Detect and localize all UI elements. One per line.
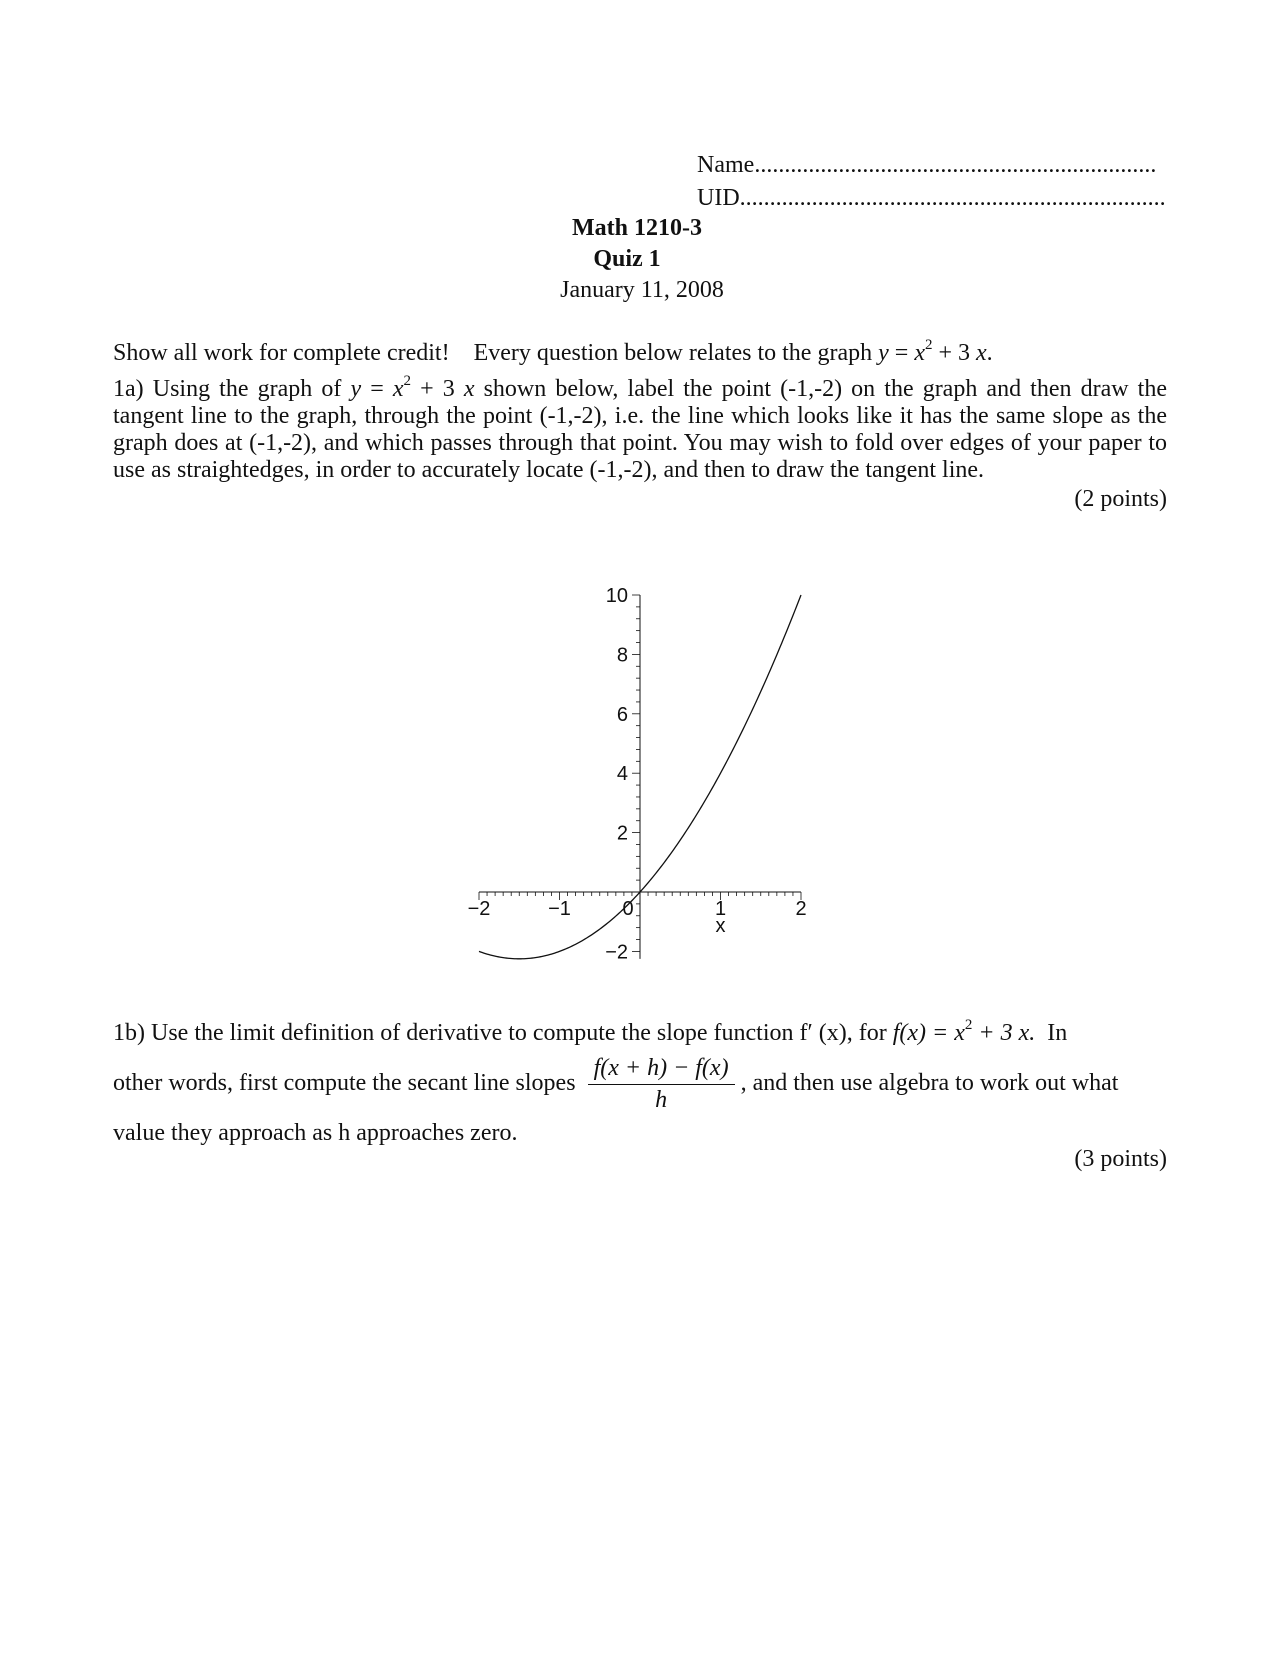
q1b-line2 xyxy=(113,1055,1167,1114)
x-tick-label: 1 xyxy=(714,898,727,920)
x-tick-label: −2 xyxy=(467,898,491,920)
uid-dots: ....................................................................... xyxy=(739,185,1166,211)
q1b-points: (3 points) xyxy=(1074,1146,1167,1172)
show-work-note: Show all work for complete credit! xyxy=(113,340,450,366)
x-tick-label: 0 xyxy=(622,898,634,920)
intro-equation: $y = x^2 + 3$ x. xyxy=(878,337,993,366)
fraction-numerator: f(x + h) − f(x) xyxy=(588,1055,735,1085)
y-tick-label: 6 xyxy=(616,703,628,726)
q1a-text: shown below, label the point (-1,-2) on the graph and then draw the tangent line to the graph, through the point (-1,-2), i.e. the line which looks like it has the same slope as the graph does at (-1,-2), and which passes through that point. You may wish to fold over edges of your paper to use as straightedges, in order to accurately locate (-1,-2), and then to draw the tangent line. xyxy=(113,376,1167,483)
q1b-line3: value they approach as h approaches zero. xyxy=(113,1120,518,1146)
course-title: Math 1210-3 xyxy=(572,215,702,241)
x-tick-label: −1 xyxy=(548,898,571,920)
y-tick-label: −2 xyxy=(605,941,628,964)
q1a-label: 1a) Using the graph of xyxy=(113,376,342,402)
quiz-date: January 11, 2008 xyxy=(560,277,724,303)
q1a-equation: $y = x^2 + 3$ x xyxy=(350,373,475,402)
y-tick-label: 2 xyxy=(616,822,628,845)
q1b-algebra-text: , and then use algebra to work out what xyxy=(740,1070,1119,1097)
y-tick-label: 4 xyxy=(616,763,628,786)
q1b-in: In xyxy=(1047,1020,1068,1046)
q1b-label: 1b) Use the limit definition of derivative to compute the slope function f′ (x), for xyxy=(113,1020,887,1046)
x-axis-label: x xyxy=(715,915,726,937)
name-label: Name xyxy=(697,152,755,178)
fraction-denominator: h xyxy=(655,1087,668,1113)
x-tick-label: 2 xyxy=(795,898,807,920)
y-tick-label: 8 xyxy=(616,644,628,667)
quiz-title: Quiz 1 xyxy=(593,246,661,272)
q1b-function: $f(x) = x^2 + 3$ x. xyxy=(892,1017,1036,1046)
name-dots: ................................................................... xyxy=(754,152,1157,178)
y-tick-label: 10 xyxy=(605,585,628,607)
q1a-points: (2 points) xyxy=(1074,486,1167,512)
q1b-secant-text: other words, first compute the secant line slopes xyxy=(113,1070,576,1097)
uid-label: UID xyxy=(697,185,740,211)
relates-text: Every question below relates to the graph xyxy=(473,340,873,366)
graph-tick-labels xyxy=(468,585,807,963)
difference-quotient xyxy=(588,1055,735,1114)
question-1b xyxy=(113,1017,1167,1047)
